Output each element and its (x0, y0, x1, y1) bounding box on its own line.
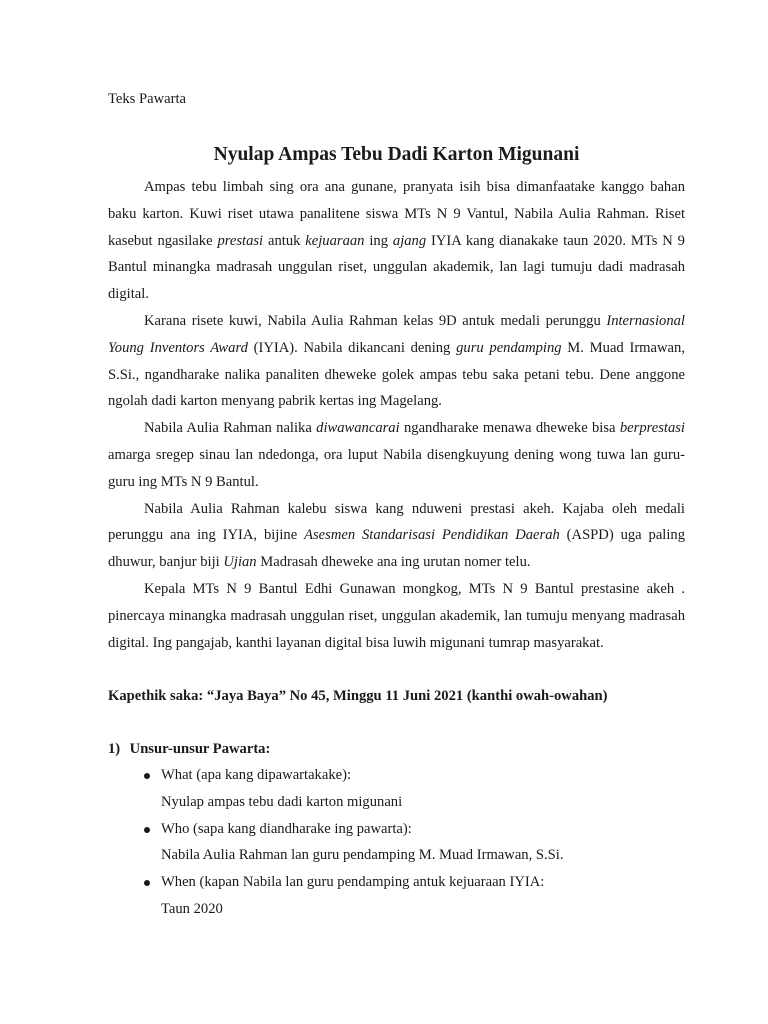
paragraph-text: amarga sregep sinau lan ndedonga, ora luput Nabila disengkuyung dening wong tuwa lan guru-guru ing MTs N 9 Bantul. (108, 446, 685, 490)
paragraph-text: IYIA kang dianakake taun 2020. MTs N 9 Bantul minangka madrasah unggulan riset, unggulan akademik, lan lagi tumuju dadi madrasah digital. (108, 232, 685, 303)
paragraph-text: (ASPD) uga paling dhuwur, banjur biji (108, 527, 685, 571)
paragraph-1 (108, 174, 685, 308)
article-title: Nyulap Ampas Tebu Dadi Karton Migunani (213, 144, 580, 165)
paragraph-text: (IYIA). Nabila dikancani dening (247, 339, 457, 356)
paragraph-text: Kepala MTs N 9 Bantul Edhi Gunawan mongkog, MTs N 9 Bantul prestasine akeh . pinercaya minangka madrasah unggulan riset, unggulan akademik, lan tumuju menyang madrasah digital. Ing pangajab, kanthi layanan digital bisa luwih migunani tumrap masyarakat. (108, 580, 685, 651)
list-item (108, 869, 685, 923)
section-title: Unsur-unsur Pawarta: (129, 741, 271, 757)
bullet-icon (144, 827, 150, 833)
paragraph-text: Madrasah dheweke ana ing urutan nomer telu. (256, 554, 531, 571)
italic-term: ajang (392, 232, 427, 249)
paragraph-text: antuk (263, 232, 306, 249)
list-item (108, 762, 685, 816)
paragraph-5 (108, 576, 685, 656)
italic-term: berprestasi (619, 420, 685, 437)
italic-term: Asesmen Standarisasi Pendidikan Daerah (304, 527, 560, 544)
paragraph-text: M. Muad Irmawan, S.Si., ngandharake nalika panaliten dheweke golek ampas tebu saka petani tebu. Dene anggone ngolah dadi karton menyang pabrik kertas ing Magelang. (108, 339, 685, 410)
italic-term: Ujian (223, 554, 257, 571)
element-question: What (apa kang dipawartakake): (161, 767, 352, 783)
element-answer: Taun 2020 (161, 900, 223, 917)
paragraph-2 (108, 308, 685, 415)
paragraph-text: Karana risete kuwi, Nabila Aulia Rahman kelas 9D antuk medali perunggu (144, 312, 607, 329)
section-number: 1) (108, 741, 121, 757)
italic-term: diwawancarai (316, 420, 400, 437)
paragraph-text: Ampas tebu limbah sing ora ana gunane, pranyata isih bisa dimanfaatake kanggo bahan baku karton. Kuwi riset utawa panalitene siswa MTs N 9 Vantul, Nabila Aulia Rahman. Riset kasebut ngasilake (108, 179, 685, 249)
element-question: When (kapan Nabila lan guru pendamping antuk kejuaraan IYIA: (161, 874, 545, 891)
italic-term: Internasional Young Inventors Award (108, 312, 685, 356)
italic-term: guru pendamping (456, 339, 562, 356)
italic-term: kejuaraan (305, 232, 365, 249)
paragraph-text: ing (364, 232, 393, 249)
bullet-icon (144, 773, 150, 779)
element-answer: Nyulap ampas tebu dadi karton migunani (161, 793, 403, 810)
paragraph-text: Nabila Aulia Rahman nalika (144, 420, 317, 437)
document-label: Teks Pawarta (108, 91, 186, 107)
source-citation: Kapethik saka: “Jaya Baya” No 45, Minggu 11 Juni 2021 (kanthi owah-owahan) (108, 688, 608, 704)
bullet-icon (144, 880, 150, 886)
list-item (108, 816, 685, 870)
article-body (108, 174, 685, 656)
paragraph-3 (108, 415, 685, 495)
paragraph-text: ngandharake menawa dheweke bisa (399, 420, 620, 437)
section-heading (108, 737, 270, 761)
paragraph-text: Nabila Aulia Rahman kalebu siswa kang nduweni prestasi akeh. Kajaba oleh medali perunggu ana ing IYIA, bijine (108, 500, 685, 544)
paragraph-4 (108, 496, 685, 576)
element-question: Who (sapa kang diandharake ing pawarta): (161, 820, 412, 837)
italic-term: prestasi (217, 232, 264, 249)
news-elements-list (108, 762, 685, 923)
element-answer: Nabila Aulia Rahman lan guru pendamping M. Muad Irmawan, S.Si. (161, 847, 564, 864)
